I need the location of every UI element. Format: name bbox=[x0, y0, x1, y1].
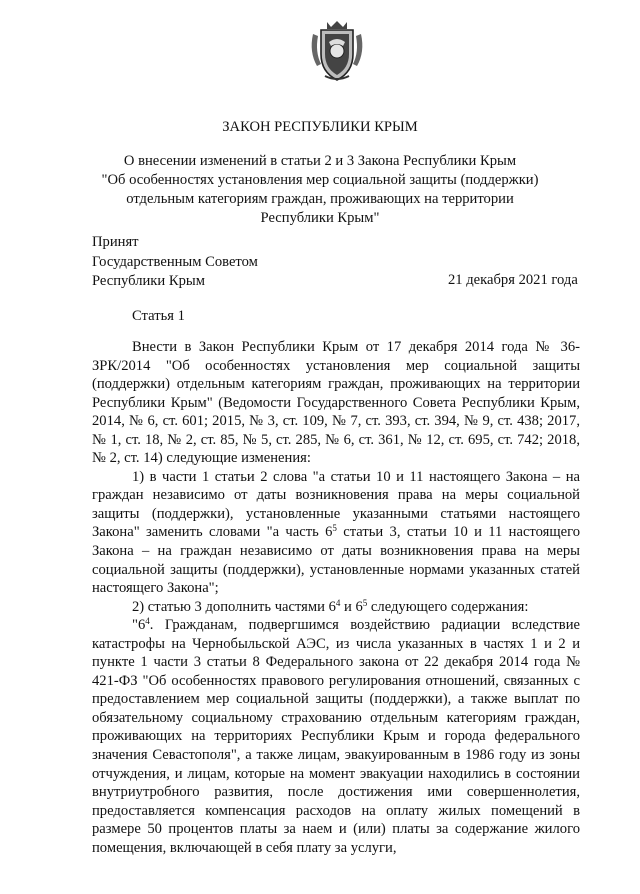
item-text: следующего содержания: bbox=[367, 598, 529, 615]
document-subtitle bbox=[60, 152, 580, 228]
superscript: 4 bbox=[145, 616, 150, 627]
crimea-coat-of-arms-icon bbox=[307, 18, 367, 82]
subtitle-line: О внесении изменений в статьи 2 и 3 Закона Республики Крым bbox=[123, 153, 517, 169]
amendment-item-2 bbox=[92, 598, 580, 617]
item-text: статьи 3, статьи 10 и 11 настоящего Закона – на граждан независимо от даты возникновения права на меры социальной защиты (поддержки), установленные нормами указанных статей настоящего Закона"; bbox=[92, 524, 580, 597]
adoption-line: Республики Крым bbox=[92, 273, 205, 289]
superscript: 5 bbox=[332, 523, 337, 534]
new-part-6-4-paragraph bbox=[92, 616, 580, 857]
article-intro-paragraph: Внести в Закон Республики Крым от 17 декабря 2014 года № 36-ЗРК/2014 "Об особенностях установления мер социальной защиты (поддержки) отдельным категориям граждан, проживающих на территории Республики Крым" (Ведомости Государственного Совета Республики Крым, 2014, № 6, ст. 601; 2015, № 3, ст. 109, № 7, ст. 393, ст. 394, № 9, ст. 438; 2017, № 1, ст. 18, № 2, ст. 85, № 5, ст. 285, № 6, ст. 361, № 12, ст. 695, ст. 742; 2018, № 2, ст. 14) следующие изменения: bbox=[92, 339, 580, 467]
article-heading: Статья 1 bbox=[132, 308, 185, 324]
article-body bbox=[92, 338, 580, 857]
item-text: 2) статью 3 дополнить частями 6 bbox=[132, 598, 336, 615]
item-text: и 6 bbox=[340, 598, 363, 615]
subtitle-line: отдельным категориям граждан, проживающих на территории bbox=[126, 191, 514, 207]
adoption-line: Принят bbox=[92, 234, 139, 250]
item-text: . Гражданам, подвергшимся воздействию радиации вследствие катастрофы на Чернобыльской АЭС, из числа указанных в частях 1 и 2 и пункте 1 части 3 статьи 8 Федерального закона от 22 декабря 2014 года № 421-ФЗ "Об особенностях правового регулирования отношений, связанных с предоставлением мер социальной защиты (поддержки), а также выплат по обязательному социальному страхованию отдельным категориям граждан, проживающих на территориях Республики Крым и города федерального значения Севастополя", а также лицам, эвакуированным в 1986 году из зоны отчуждения, и лицам, которые на момент эвакуации находились в состоянии внутриутробного развития, после достижения ими совершеннолетия, предоставляется компенсация расходов на оплату жилых помещений в размере 50 процентов платы за наем и (или) платы за содержание жилого помещения, включающей в себя плату за услуги, bbox=[92, 617, 580, 856]
superscript: 5 bbox=[362, 597, 368, 608]
adoption-line: Государственным Советом bbox=[92, 253, 258, 270]
amendment-item-1 bbox=[92, 468, 580, 598]
document-title: ЗАКОН РЕСПУБЛИКИ КРЫМ bbox=[222, 119, 418, 135]
subtitle-line: Республики Крым" bbox=[260, 210, 380, 226]
subtitle-line: "Об особенностях установления мер социальной защиты (поддержки) bbox=[101, 172, 539, 188]
item-text: 1) в части 1 статьи 2 слова "а статьи 10 и 11 настоящего Закона – на граждан независимо от даты возникновения права на меры социальной защиты (поддержки), установленные указанными статьями настоящего Закона" заменить словами "а часть 6 bbox=[92, 468, 580, 541]
adoption-date: 21 декабря 2021 года bbox=[448, 272, 578, 288]
superscript: 4 bbox=[335, 597, 341, 608]
adoption-block bbox=[92, 233, 258, 292]
item-text: "6 bbox=[132, 617, 146, 634]
